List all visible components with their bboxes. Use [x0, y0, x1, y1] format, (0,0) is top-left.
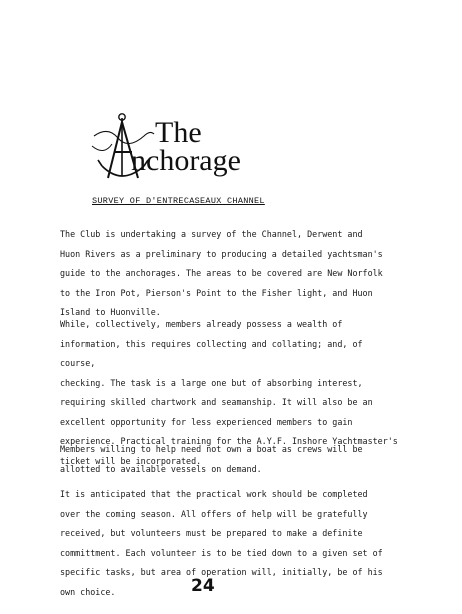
page-number: 24 — [191, 576, 215, 596]
document-title: SURVEY OF D'ENTRECASEAUX CHANNEL — [92, 196, 265, 206]
logo-text-anchorage: nchorage — [131, 144, 241, 177]
logo-text-the: The — [155, 116, 202, 149]
paragraph-2: While, collectively, members already possess a wealth of information, this requires collecting and collating; and, of course, checking. The task is a large one but of absorbing interest, requiring skilled chartwork and seamanship. It will also be an excellent opportunity for less experienced members to gain experience. Practical training for the A.Y.F. Inshore Yachtmaster's ticket will be incorporated. — [60, 319, 398, 466]
paragraph-3: Members willing to help need not own a boat as crews will be allotted to available vessels on demand. — [60, 444, 363, 474]
paragraph-4: It is anticipated that the practical work should be completed over the coming season. All offers of help will be gratefully received, but volunteers must be prepared to make a definite committment. Each volunteer is to be tied down to a given set of specific tasks, but area of operation will, initially, be of his own choice. — [60, 489, 383, 597]
paragraph-1: The Club is undertaking a survey of the Channel, Derwent and Huon Rivers as a preliminary to producing a detailed yachtsman's guide to the anchorages. The areas to be covered are New Norfolk to the Iron Pot, Pierson's Point to the Fisher light, and Huon Island to Huonville. — [60, 229, 383, 317]
